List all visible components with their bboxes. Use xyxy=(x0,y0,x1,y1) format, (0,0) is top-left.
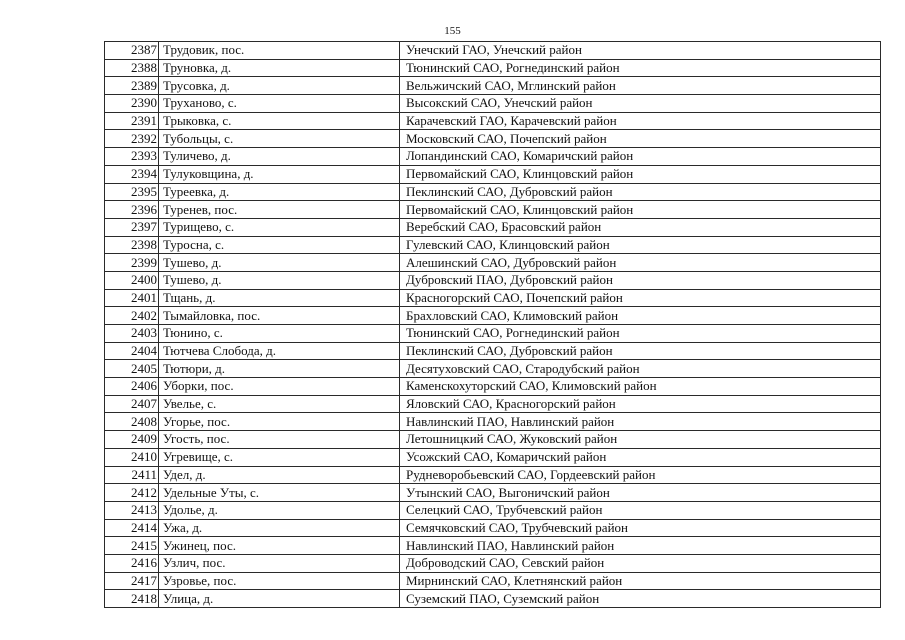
administrative-district: Алешинский САО, Дубровский район xyxy=(400,254,881,272)
row-number: 2409 xyxy=(105,431,159,449)
table-row xyxy=(105,77,881,95)
table-row xyxy=(105,448,881,466)
administrative-district: Доброводский САО, Севский район xyxy=(400,554,881,572)
settlement-name: Увелье, с. xyxy=(159,395,400,413)
settlement-name: Турищево, с. xyxy=(159,218,400,236)
table-row xyxy=(105,289,881,307)
settlement-name: Тушево, д. xyxy=(159,271,400,289)
table-row xyxy=(105,59,881,77)
administrative-district: Навлинский ПАО, Навлинский район xyxy=(400,537,881,555)
table-row xyxy=(105,183,881,201)
row-number: 2389 xyxy=(105,77,159,95)
administrative-district: Усожский САО, Комаричский район xyxy=(400,448,881,466)
settlement-name: Удолье, д. xyxy=(159,501,400,519)
settlement-name: Удельные Уты, с. xyxy=(159,484,400,502)
row-number: 2397 xyxy=(105,218,159,236)
row-number: 2416 xyxy=(105,554,159,572)
table-row xyxy=(105,378,881,396)
row-number: 2407 xyxy=(105,395,159,413)
row-number: 2393 xyxy=(105,148,159,166)
administrative-district: Красногорский САО, Почепский район xyxy=(400,289,881,307)
row-number: 2404 xyxy=(105,342,159,360)
administrative-district: Десятуховский САО, Стародубский район xyxy=(400,360,881,378)
settlement-name: Тютюри, д. xyxy=(159,360,400,378)
administrative-district: Лопандинский САО, Комаричский район xyxy=(400,148,881,166)
administrative-district: Карачевский ГАО, Карачевский район xyxy=(400,112,881,130)
administrative-district: Тюнинский САО, Рогнединский район xyxy=(400,59,881,77)
settlement-name: Тымайловка, пос. xyxy=(159,307,400,325)
table-row xyxy=(105,360,881,378)
row-number: 2415 xyxy=(105,537,159,555)
row-number: 2395 xyxy=(105,183,159,201)
row-number: 2400 xyxy=(105,271,159,289)
table-row xyxy=(105,254,881,272)
settlement-name: Угость, пос. xyxy=(159,431,400,449)
administrative-district: Семячковский САО, Трубчевский район xyxy=(400,519,881,537)
row-number: 2388 xyxy=(105,59,159,77)
row-number: 2417 xyxy=(105,572,159,590)
row-number: 2414 xyxy=(105,519,159,537)
row-number: 2392 xyxy=(105,130,159,148)
settlement-name: Тюнино, с. xyxy=(159,325,400,343)
settlement-name: Трудовик, пос. xyxy=(159,42,400,60)
administrative-district: Суземский ПАО, Суземский район xyxy=(400,590,881,608)
settlement-name: Трусовка, д. xyxy=(159,77,400,95)
table-row xyxy=(105,484,881,502)
table-row xyxy=(105,307,881,325)
settlement-name: Тушево, д. xyxy=(159,254,400,272)
administrative-district: Мирнинский САО, Клетнянский район xyxy=(400,572,881,590)
row-number: 2403 xyxy=(105,325,159,343)
administrative-district: Утынский САО, Выгоничский район xyxy=(400,484,881,502)
settlement-name: Труханово, с. xyxy=(159,95,400,113)
table-row xyxy=(105,165,881,183)
administrative-district: Брахловский САО, Климовский район xyxy=(400,307,881,325)
administrative-district: Селецкий САО, Трубчевский район xyxy=(400,501,881,519)
table-row xyxy=(105,148,881,166)
administrative-district: Пеклинский САО, Дубровский район xyxy=(400,342,881,360)
settlement-name: Улица, д. xyxy=(159,590,400,608)
settlements-table-body xyxy=(105,42,881,608)
row-number: 2390 xyxy=(105,95,159,113)
row-number: 2394 xyxy=(105,165,159,183)
table-row xyxy=(105,271,881,289)
settlement-name: Уборки, пос. xyxy=(159,378,400,396)
row-number: 2398 xyxy=(105,236,159,254)
administrative-district: Навлинский ПАО, Навлинский район xyxy=(400,413,881,431)
administrative-district: Гулевский САО, Клинцовский район xyxy=(400,236,881,254)
row-number: 2399 xyxy=(105,254,159,272)
table-row xyxy=(105,572,881,590)
settlement-name: Тютчева Слобода, д. xyxy=(159,342,400,360)
administrative-district: Рудневоробьевский САО, Гордеевский район xyxy=(400,466,881,484)
row-number: 2401 xyxy=(105,289,159,307)
administrative-district: Веребский САО, Брасовский район xyxy=(400,218,881,236)
settlement-name: Ужинец, пос. xyxy=(159,537,400,555)
settlement-name: Удел, д. xyxy=(159,466,400,484)
settlement-name: Тщань, д. xyxy=(159,289,400,307)
administrative-district: Яловский САО, Красногорский район xyxy=(400,395,881,413)
settlement-name: Узлич, пос. xyxy=(159,554,400,572)
row-number: 2387 xyxy=(105,42,159,60)
administrative-district: Дубровский ПАО, Дубровский район xyxy=(400,271,881,289)
settlement-name: Туреевка, д. xyxy=(159,183,400,201)
row-number: 2408 xyxy=(105,413,159,431)
table-row xyxy=(105,325,881,343)
row-number: 2405 xyxy=(105,360,159,378)
table-row xyxy=(105,554,881,572)
row-number: 2396 xyxy=(105,201,159,219)
table-row xyxy=(105,95,881,113)
settlement-name: Туличево, д. xyxy=(159,148,400,166)
settlement-name: Ужа, д. xyxy=(159,519,400,537)
administrative-district: Каменскохуторский САО, Климовский район xyxy=(400,378,881,396)
settlement-name: Угревище, с. xyxy=(159,448,400,466)
table-row xyxy=(105,537,881,555)
table-row xyxy=(105,413,881,431)
row-number: 2418 xyxy=(105,590,159,608)
row-number: 2411 xyxy=(105,466,159,484)
administrative-district: Первомайский САО, Клинцовский район xyxy=(400,165,881,183)
settlement-name: Трыковка, с. xyxy=(159,112,400,130)
row-number: 2410 xyxy=(105,448,159,466)
administrative-district: Унечский ГАО, Унечский район xyxy=(400,42,881,60)
row-number: 2391 xyxy=(105,112,159,130)
settlement-name: Узровье, пос. xyxy=(159,572,400,590)
administrative-district: Первомайский САО, Клинцовский район xyxy=(400,201,881,219)
settlements-table xyxy=(104,41,881,608)
table-row xyxy=(105,236,881,254)
settlement-name: Туросна, с. xyxy=(159,236,400,254)
table-row xyxy=(105,466,881,484)
row-number: 2406 xyxy=(105,378,159,396)
administrative-district: Московский САО, Почепский район xyxy=(400,130,881,148)
administrative-district: Тюнинский САО, Рогнединский район xyxy=(400,325,881,343)
settlement-name: Тубольцы, с. xyxy=(159,130,400,148)
table-row xyxy=(105,501,881,519)
settlement-name: Труновка, д. xyxy=(159,59,400,77)
row-number: 2413 xyxy=(105,501,159,519)
row-number: 2412 xyxy=(105,484,159,502)
table-row xyxy=(105,519,881,537)
settlement-name: Тулуковщина, д. xyxy=(159,165,400,183)
settlement-name: Угорье, пос. xyxy=(159,413,400,431)
table-row xyxy=(105,431,881,449)
table-row xyxy=(105,130,881,148)
table-row xyxy=(105,201,881,219)
table-row xyxy=(105,112,881,130)
administrative-district: Высокский САО, Унечский район xyxy=(400,95,881,113)
table-row xyxy=(105,218,881,236)
table-row xyxy=(105,590,881,608)
page-number: 155 xyxy=(444,25,461,37)
table-row xyxy=(105,395,881,413)
administrative-district: Пеклинский САО, Дубровский район xyxy=(400,183,881,201)
administrative-district: Летошницкий САО, Жуковский район xyxy=(400,431,881,449)
table-row xyxy=(105,42,881,60)
table-row xyxy=(105,342,881,360)
row-number: 2402 xyxy=(105,307,159,325)
settlement-name: Туренев, пос. xyxy=(159,201,400,219)
administrative-district: Вельжичский САО, Мглинский район xyxy=(400,77,881,95)
